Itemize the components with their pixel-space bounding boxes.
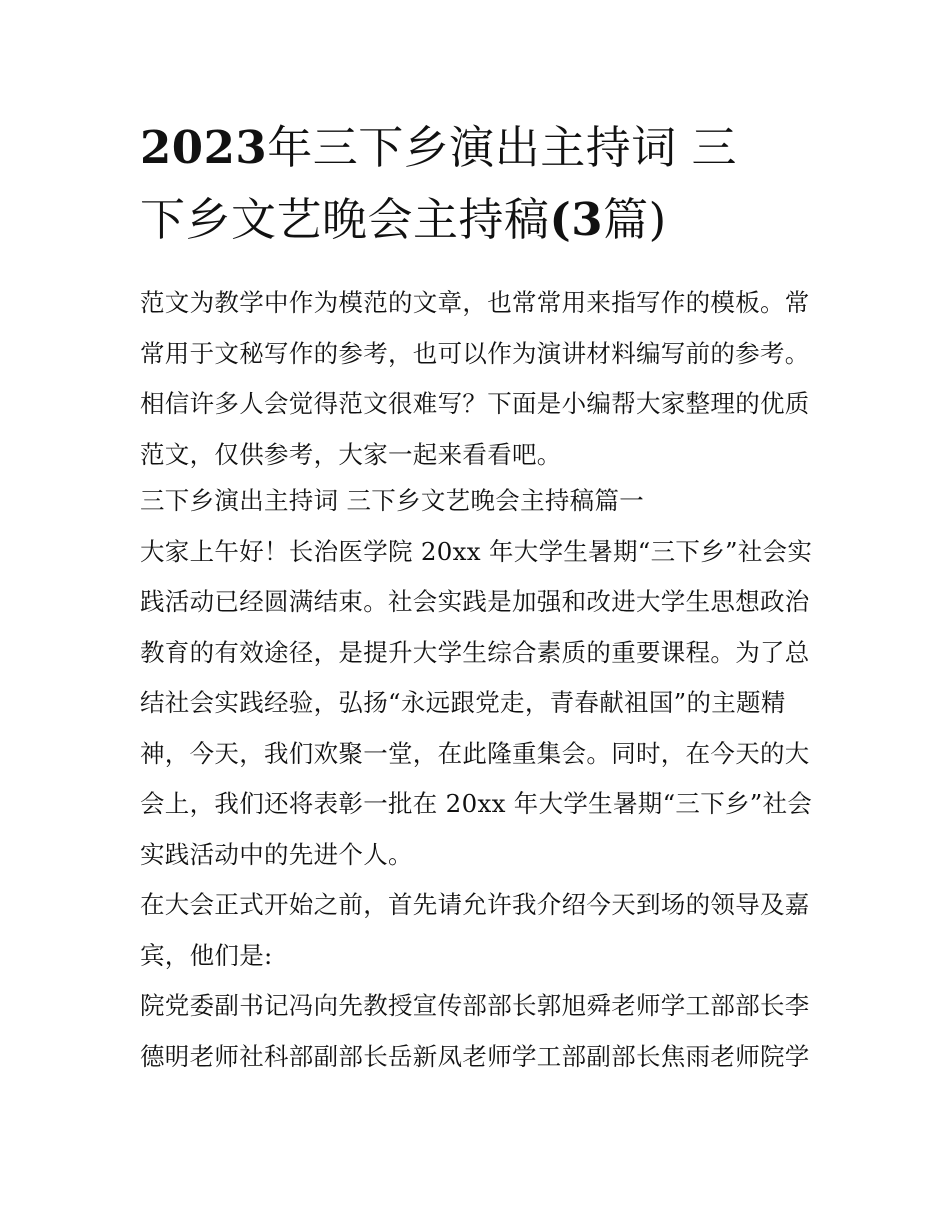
title-count: (3 [549, 193, 604, 246]
body-line: 范文，仅供参考，大家一起来看看吧。 [140, 439, 562, 469]
body-line: 在大会正式开始之前，首先请允许我介绍今天到场的领导及嘉 [140, 890, 810, 919]
document-title [140, 112, 820, 256]
body-line: 相信许多人会觉得范文很难写？下面是小编帮大家整理的优质 [140, 389, 810, 418]
title-year: 2023 [140, 121, 268, 174]
title-line-1-text: 年三下乡演出主持词 三 [267, 121, 738, 174]
body-line: 教育的有效途径，是提升大学生综合素质的重要课程。为了总 [140, 637, 810, 667]
body-line: 宾，他们是: [140, 940, 273, 970]
document-page [140, 112, 820, 1082]
title-line-2-text: 下乡文艺晚会主持稿 [140, 193, 550, 246]
body-line: 德明老师社科部副部长岳新凤老师学工部副部长焦雨老师院学 [140, 1041, 810, 1071]
body-line: 大家上午好！长治医学院 20xx 年大学生暑期“三下乡”社会实 [140, 536, 813, 566]
body-line: 实践活动中的先进个人。 [140, 839, 413, 869]
body-line: 范文为教学中作为模范的文章，也常常用来指写作的模板。常 [140, 288, 810, 317]
body-line: 结社会实践经验，弘扬“永远跟党走，青春献祖国”的主题精 [140, 688, 786, 717]
document-body [140, 278, 820, 1082]
body-line: 践活动已经圆满结束。社会实践是加强和改进大学生思想政治 [140, 587, 810, 616]
title-line-2-end: 篇) [603, 193, 667, 246]
body-line: 会上，我们还将表彰一批在 20xx 年大学生暑期“三下乡”社会 [140, 789, 813, 818]
title-line-2 [140, 184, 820, 256]
body-line: 神，今天，我们欢聚一堂，在此隆重集会。同时，在今天的大 [140, 738, 810, 768]
section-heading: 三下乡演出主持词 三下乡文艺晚会主持稿篇一 [140, 486, 645, 515]
body-line: 常用于文秘写作的参考，也可以作为演讲材料编写前的参考。 [140, 338, 810, 368]
title-line-1 [140, 112, 820, 184]
body-line: 院党委副书记冯向先教授宣传部部长郭旭舜老师学工部部长李 [140, 991, 810, 1020]
